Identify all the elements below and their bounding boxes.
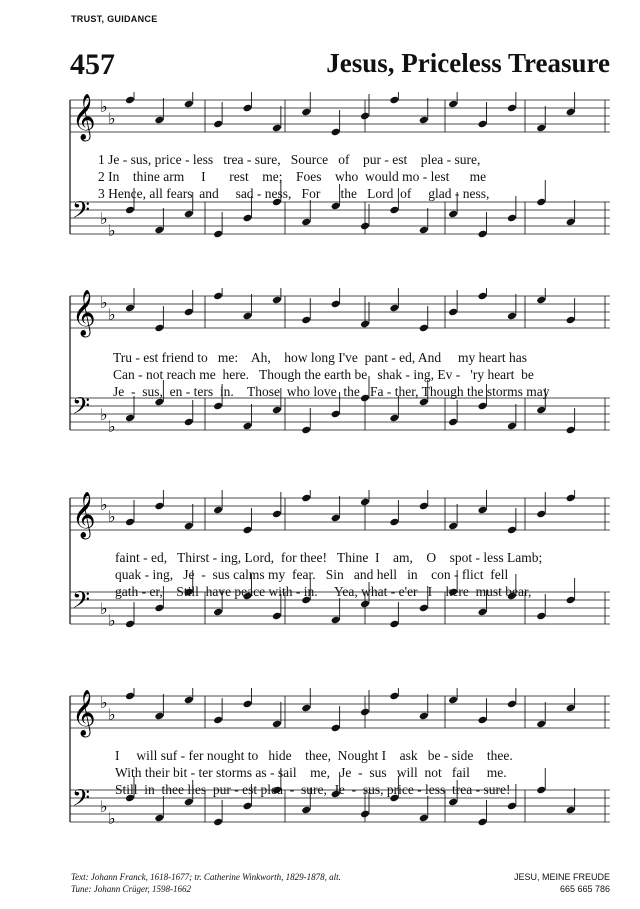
- svg-text:♭: ♭: [100, 601, 108, 618]
- bass-clef-icon: 𝄢: [72, 196, 91, 229]
- bass-clef-icon: 𝄢: [72, 586, 91, 619]
- tune-name: JESU, MEINE FREUDE: [513, 872, 610, 882]
- music-system-1: [0, 92, 640, 272]
- music-system-2: [0, 288, 640, 468]
- treble-clef-icon: 𝄞: [72, 290, 96, 336]
- lyric-line: Still in thee lies pur - est plea - sure, Je - sus, price - less trea - sure!: [115, 782, 511, 797]
- svg-text:♭: ♭: [100, 211, 108, 228]
- svg-text:♭: ♭: [100, 799, 108, 816]
- svg-text:♭: ♭: [108, 811, 116, 828]
- svg-text:♭: ♭: [100, 99, 108, 116]
- svg-text:♭: ♭: [108, 223, 116, 240]
- svg-text:♭: ♭: [108, 509, 116, 526]
- lyric-line: Je - sus, en - ters in. Those who love the Fa - ther, Though the storms may: [113, 384, 550, 399]
- treble-clef-icon: 𝄞: [72, 94, 96, 140]
- music-system-3: [0, 490, 640, 660]
- lyric-line: Can - not reach me here. Though the earth be shak - ing, Ev - 'ry heart be: [113, 367, 534, 382]
- svg-text:♭: ♭: [100, 497, 108, 514]
- lyric-line: 1 Je - sus, price - less trea - sure, Source of pur - est plea - sure,: [98, 152, 481, 167]
- meter: 665 665 786: [559, 884, 610, 894]
- lyric-line: faint - ed, Thirst - ing, Lord, for thee! Thine I am, O spot - less Lamb;: [115, 550, 543, 565]
- svg-text:♭: ♭: [100, 295, 108, 312]
- lyric-line: 3 Hence, all fears and sad - ness, For the Lord of glad - ness,: [98, 186, 490, 201]
- svg-text:♭: ♭: [108, 419, 116, 436]
- music-system-4: [0, 688, 640, 858]
- lyric-line: gath - er, Still have peace with - in. Yea, what - e'er I here must bear,: [115, 584, 532, 599]
- lyric-line: I will suf - fer nought to hide thee, Nought I ask be - side thee.: [115, 748, 513, 763]
- hymn-number: 457: [70, 48, 115, 81]
- hymn-title: Jesus, Priceless Treasure: [326, 48, 610, 78]
- bass-clef-icon: 𝄢: [72, 392, 91, 425]
- treble-clef-icon: 𝄞: [72, 690, 96, 736]
- lyric-line: 2 In thine arm I rest me; Foes who would mo - lest me: [98, 169, 487, 184]
- topic-heading: TRUST, GUIDANCE: [71, 14, 158, 24]
- svg-text:♭: ♭: [100, 695, 108, 712]
- svg-text:♭: ♭: [108, 707, 116, 724]
- svg-text:♭: ♭: [100, 407, 108, 424]
- svg-text:♭: ♭: [108, 111, 116, 128]
- lyric-line: Tru - est friend to me: Ah, how long I've pant - ed, And my heart has: [113, 350, 527, 365]
- lyric-line: With their bit - ter storms as - sail me, Je - sus will not fail me.: [115, 765, 507, 780]
- text-credit: Text: Johann Franck, 1618-1677; tr. Catherine Winkworth, 1829-1878, alt.: [71, 872, 341, 882]
- treble-clef-icon: 𝄞: [72, 492, 96, 538]
- lyric-line: quak - ing, Je - sus calms my fear. Sin and hell in con - flict fell: [115, 567, 509, 582]
- tune-credit: Tune: Johann Crüger, 1598-1662: [71, 884, 191, 894]
- svg-text:♭: ♭: [108, 307, 116, 324]
- svg-text:♭: ♭: [108, 613, 116, 630]
- bass-clef-icon: 𝄢: [72, 784, 91, 817]
